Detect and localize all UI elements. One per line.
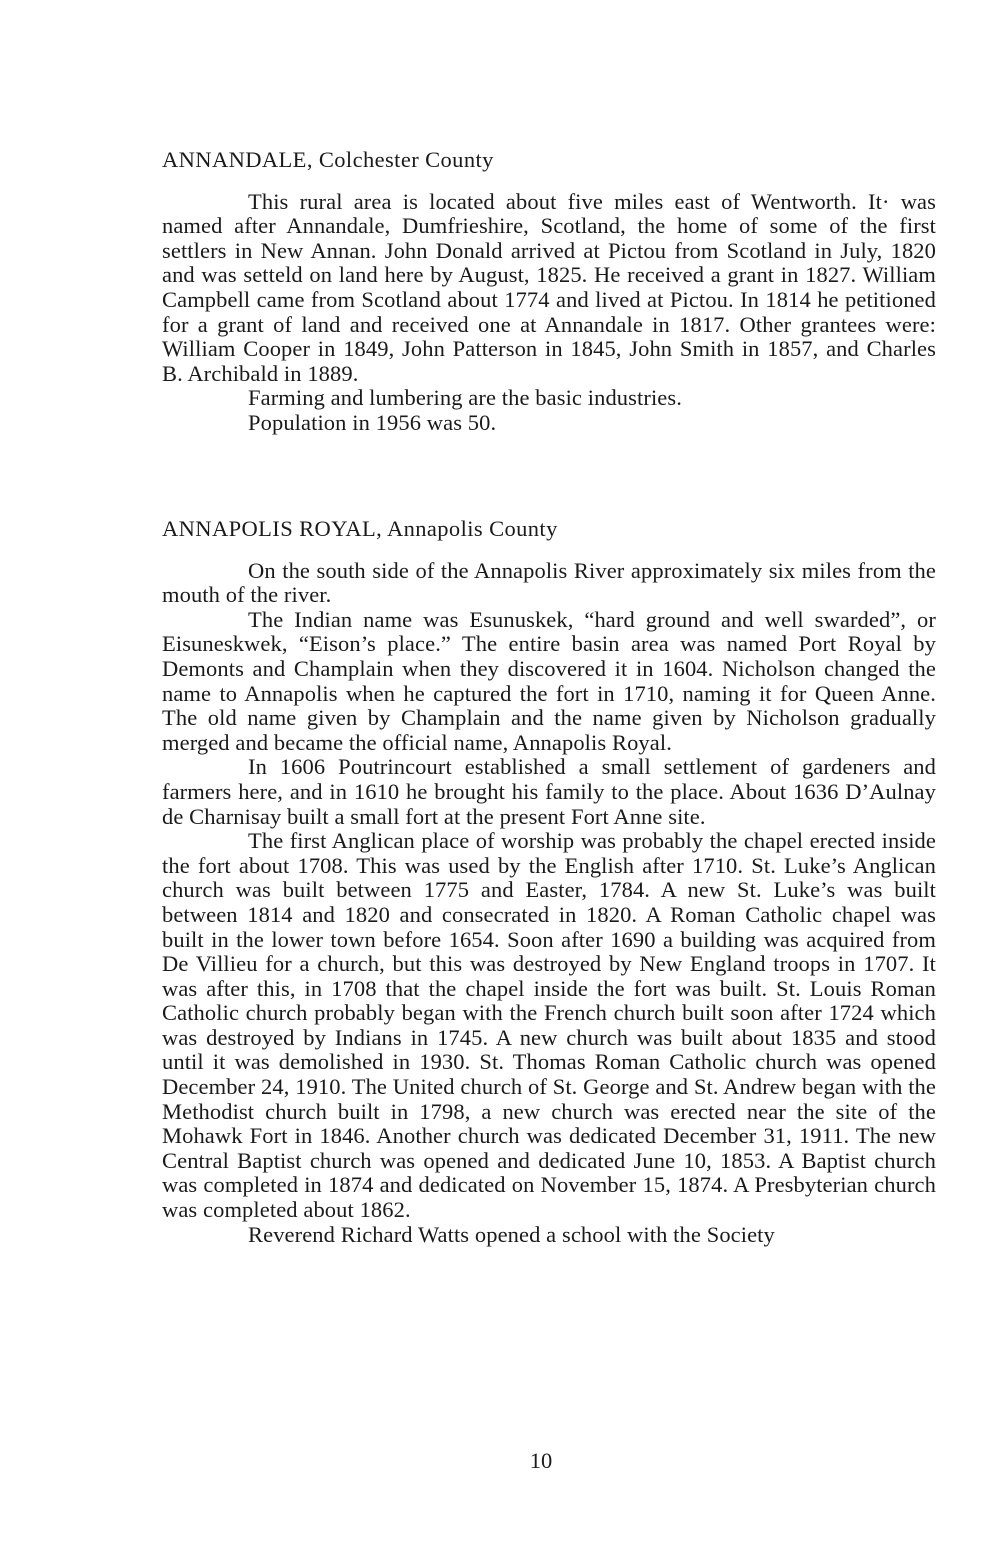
paragraph: In 1606 Poutrincourt established a small settlement of gardeners and farmers here, and in 1610 he brought his family to the place. About 1636 D’Aulnay de Charnisay built a small fort at the present Fort Anne site.: [162, 754, 936, 829]
paragraph: Reverend Richard Watts opened a school with the Society: [248, 1221, 775, 1247]
paragraph: Population in 1956 was 50.: [248, 409, 497, 435]
section-annandale: [162, 148, 936, 436]
paragraph: The Indian name was Esunuskek, “hard ground and well swarded”, or Eisuneskwek, “Eison’s place.” The entire basin area was named Port Royal by Demonts and Champlain when they discovered it in 1604. Nicholson changed the name to Annapolis when he captured the fort in 1710, naming it for Queen Anne. The old name given by Champlain and the name given by Nicholson gradually merged and became the official name, Annapolis Royal.: [162, 606, 936, 755]
section-heading: ANNANDALE, Colchester County: [162, 147, 494, 172]
section-annapolis-royal: [162, 517, 936, 1247]
page-number: 10: [529, 1448, 553, 1473]
paragraph: On the south side of the Annapolis River approximately six miles from the mouth of the river.: [162, 557, 936, 608]
section-heading: ANNAPOLIS ROYAL, Annapolis County: [162, 516, 558, 541]
paragraph: The first Anglican place of worship was probably the chapel erected inside the fort about 1708. This was used by the English after 1710. St. Luke’s Anglican church was built between 1775 and Easter, 1784. A new St. Luke’s was built between 1814 and 1820 and consecrated in 1820. A Roman Catholic chapel was built in the lower town before 1654. Soon after 1690 a building was acquired from De Villieu for a church, but this was destroyed by New England troops in 1707. It was after this, in 1708 that the chapel inside the fort was built. St. Louis Roman Catholic church probably began with the French church built soon after 1724 which was destroyed by Indians in 1745. A new church was built about 1835 and stood until it was demolished in 1930. St. Thomas Roman Catholic church was opened December 24, 1910. The United church of St. George and St. Andrew began with the Methodist church built in 1798, a new church was erected near the site of the Mohawk Fort in 1846. Another church was dedicated December 31, 1911. The new Central Baptist church was opened and dedicated June 10, 1853. A Baptist church was completed in 1874 and dedicated on November 15, 1874. A Presbyterian church was completed about 1862.: [162, 828, 936, 1223]
paragraph: This rural area is located about five miles east of Wentworth. It· was named after Annandale, Dumfrieshire, Scotland, the home of some of the first settlers in New Annan. John Donald arrived at Pictou from Scotland in July, 1820 and was setteld on land here by August, 1825. He received a grant in 1827. William Campbell came from Scotland about 1774 and lived at Pictou. In 1814 he petitioned for a grant of land and received one at Annandale in 1817. Other grantees were: William Cooper in 1849, John Patterson in 1845, John Smith in 1857, and Charles B. Archibald in 1889.: [162, 188, 936, 386]
paragraph: Farming and lumbering are the basic industries.: [248, 385, 682, 411]
